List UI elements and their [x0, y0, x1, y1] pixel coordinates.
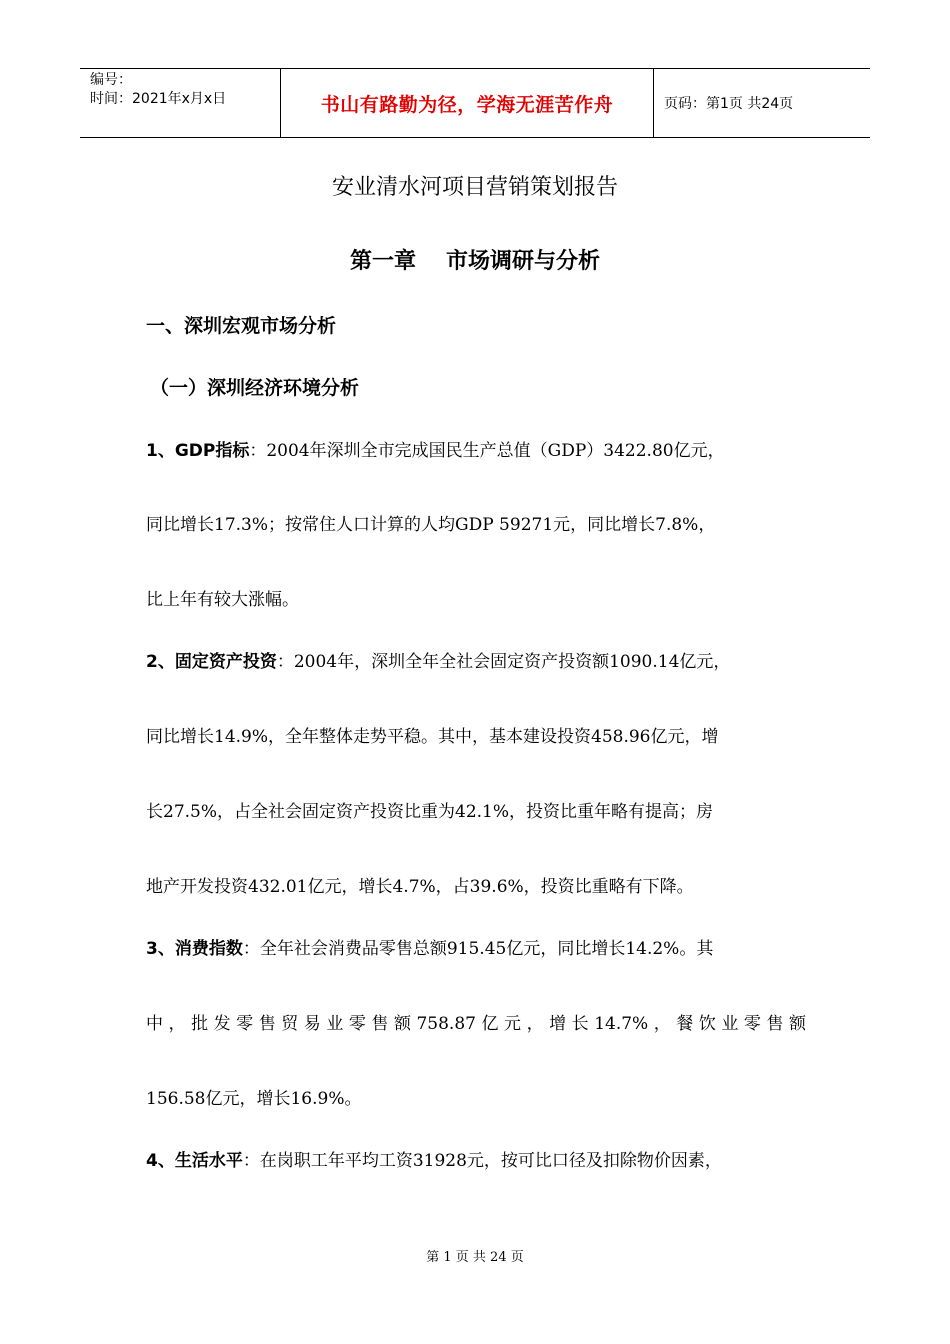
paragraph-line: 长27.5%，占全社会固定资产投资比重为42.1%，投资比重年略有提高；房: [146, 802, 714, 822]
paragraph-line: 同比增长14.9%，全年整体走势平稳。其中，基本建设投资458.96亿元，增: [146, 727, 719, 747]
paragraph-line: 同比增长17.3%；按常住人口计算的人均GDP 59271元，同比增长7.8%，: [146, 515, 716, 535]
paragraph-line: 3、消费指数：全年社会消费品零售总额915.45亿元，同比增长14.2%。其: [146, 939, 714, 959]
time-label: 时间：2021年x月x日: [90, 91, 227, 107]
item-label: 4、生活水平: [146, 1151, 243, 1171]
chapter-heading: [0, 244, 950, 275]
paragraph-line: 1、GDP指标：2004年深圳全市完成国民生产总值（GDP）3422.80亿元，: [146, 441, 725, 461]
chapter-title: 市场调研与分析: [446, 249, 601, 274]
header-page-info: 页码：第1页 共24页: [664, 96, 794, 112]
paragraph-line: 4、生活水平：在岗职工年平均工资31928元，按可比口径及扣除物价因素，: [146, 1151, 722, 1171]
item-label: 1、GDP指标: [146, 441, 250, 461]
paragraph-line: 156.58亿元，增长16.9%。: [146, 1089, 362, 1109]
section-heading: 一、深圳宏观市场分析: [146, 315, 337, 337]
document-title: 安业清水河项目营销策划报告: [331, 175, 618, 200]
page-header: [80, 68, 870, 138]
paragraph-line: 2、固定资产投资：2004年，深圳全年全社会固定资产投资额1090.14亿元，: [146, 652, 731, 672]
page-footer: 第 1 页 共 24 页: [426, 1250, 524, 1265]
item-label: 2、固定资产投资: [146, 652, 277, 672]
item-label: 3、消费指数: [146, 939, 243, 959]
header-meta-cell: [80, 69, 281, 137]
number-label: 编号：: [90, 72, 132, 88]
paragraph-line: 地产开发投资432.01亿元，增长4.7%，占39.6%，投资比重略有下降。: [146, 877, 694, 897]
paragraph-line: 中，批发零售贸易业零售额758.87亿元，增长14.7%，餐饮业零售额: [146, 1014, 806, 1034]
chapter-label: 第一章: [349, 249, 416, 274]
subsection-heading: （一）深圳经济环境分析: [150, 377, 360, 399]
header-motto: 书山有路勤为径，学海无涯苦作舟: [281, 69, 654, 137]
paragraph-line: 比上年有较大涨幅。: [146, 590, 299, 610]
